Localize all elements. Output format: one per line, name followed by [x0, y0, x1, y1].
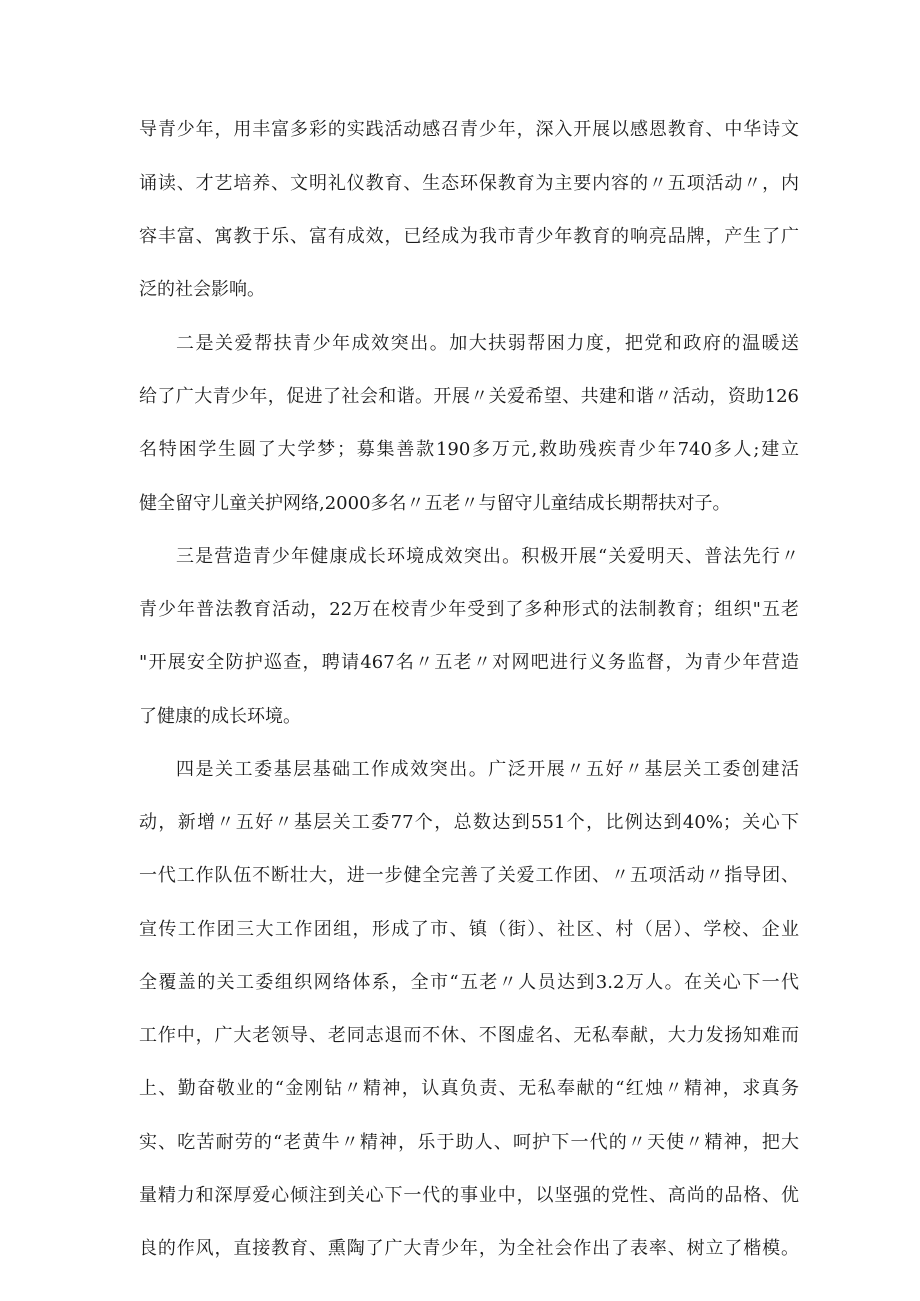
paragraph-4-line-6: 工作中，广大老领导、老同志退而不休、不图虚名、无私奉献，大力发扬知难而 [139, 1025, 799, 1046]
paragraph-1-line-1: 导青少年，用丰富多彩的实践活动感召青少年，深入开展以感恩教育、中华诗文 [139, 119, 799, 140]
paragraph-4-line-3: 一代工作队伍不断壮大，进一步健全完善了关爱工作团、〃五项活动〃指导团、 [139, 865, 799, 886]
paragraph-3-line-4: 了健康的成长环境。 [139, 706, 301, 727]
paragraph-3-line-3: "开展安全防护巡查，聘请467名〃五老〃对网吧进行义务监督，为青少年营造 [139, 652, 799, 673]
paragraph-4-line-10: 良的作风，直接教育、熏陶了广大青少年，为全社会作出了表率、树立了楷模。 [139, 1238, 799, 1259]
paragraph-4-line-1: 四是关工委基层基础工作成效突出。广泛开展〃五好〃基层关工委创建活 [176, 759, 799, 780]
paragraph-4-line-2: 动，新增〃五好〃基层关工委77个，总数达到551个，比例达到40%；关心下 [139, 812, 799, 833]
paragraph-3-line-2: 青少年普法教育活动，22万在校青少年受到了多种形式的法制教育；组织"五老 [139, 599, 799, 620]
paragraph-1-line-2: 诵读、才艺培养、文明礼仪教育、生态环保教育为主要内容的〃五项活动〃，内 [139, 173, 799, 194]
paragraph-4-line-8: 实、吃苦耐劳的“老黄牛〃精神，乐于助人、呵护下一代的〃天使〃精神，把大 [139, 1132, 799, 1153]
paragraph-2-line-2: 给了广大青少年，促进了社会和谐。开展〃关爱希望、共建和谐〃活动，资助126 [139, 386, 799, 407]
paragraph-2-line-4: 健全留守儿童关护网络,2000多名〃五老〃与留守儿童结成长期帮扶对子。 [139, 493, 731, 514]
paragraph-2-line-1: 二是关爱帮扶青少年成效突出。加大扶弱帮困力度，把党和政府的温暖送 [176, 333, 799, 354]
paragraph-3-line-1: 三是营造青少年健康成长环境成效突出。积极开展“关爱明天、普法先行〃 [176, 546, 799, 567]
paragraph-4-line-9: 量精力和深厚爱心倾注到关心下一代的事业中，以坚强的党性、高尚的品格、优 [139, 1185, 799, 1206]
paragraph-4-line-5: 全覆盖的关工委组织网络体系，全市“五老〃人员达到3.2万人。在关心下一代 [139, 972, 799, 993]
paragraph-1-line-4: 泛的社会影响。 [139, 279, 265, 300]
paragraph-1-line-3: 容丰富、寓教于乐、富有成效，已经成为我市青少年教育的响亮品牌，产生了广 [139, 226, 799, 247]
paragraph-4-line-7: 上、勤奋敬业的“金刚钻〃精神，认真负责、无私奉献的“红烛〃精神，求真务 [139, 1078, 799, 1099]
paragraph-4-line-4: 宣传工作团三大工作团组，形成了市、镇（街）、社区、村（居）、学校、企业 [139, 919, 799, 940]
paragraph-2-line-3: 名特困学生圆了大学梦；募集善款190多万元,救助残疾青少年740多人;建立 [139, 439, 799, 460]
